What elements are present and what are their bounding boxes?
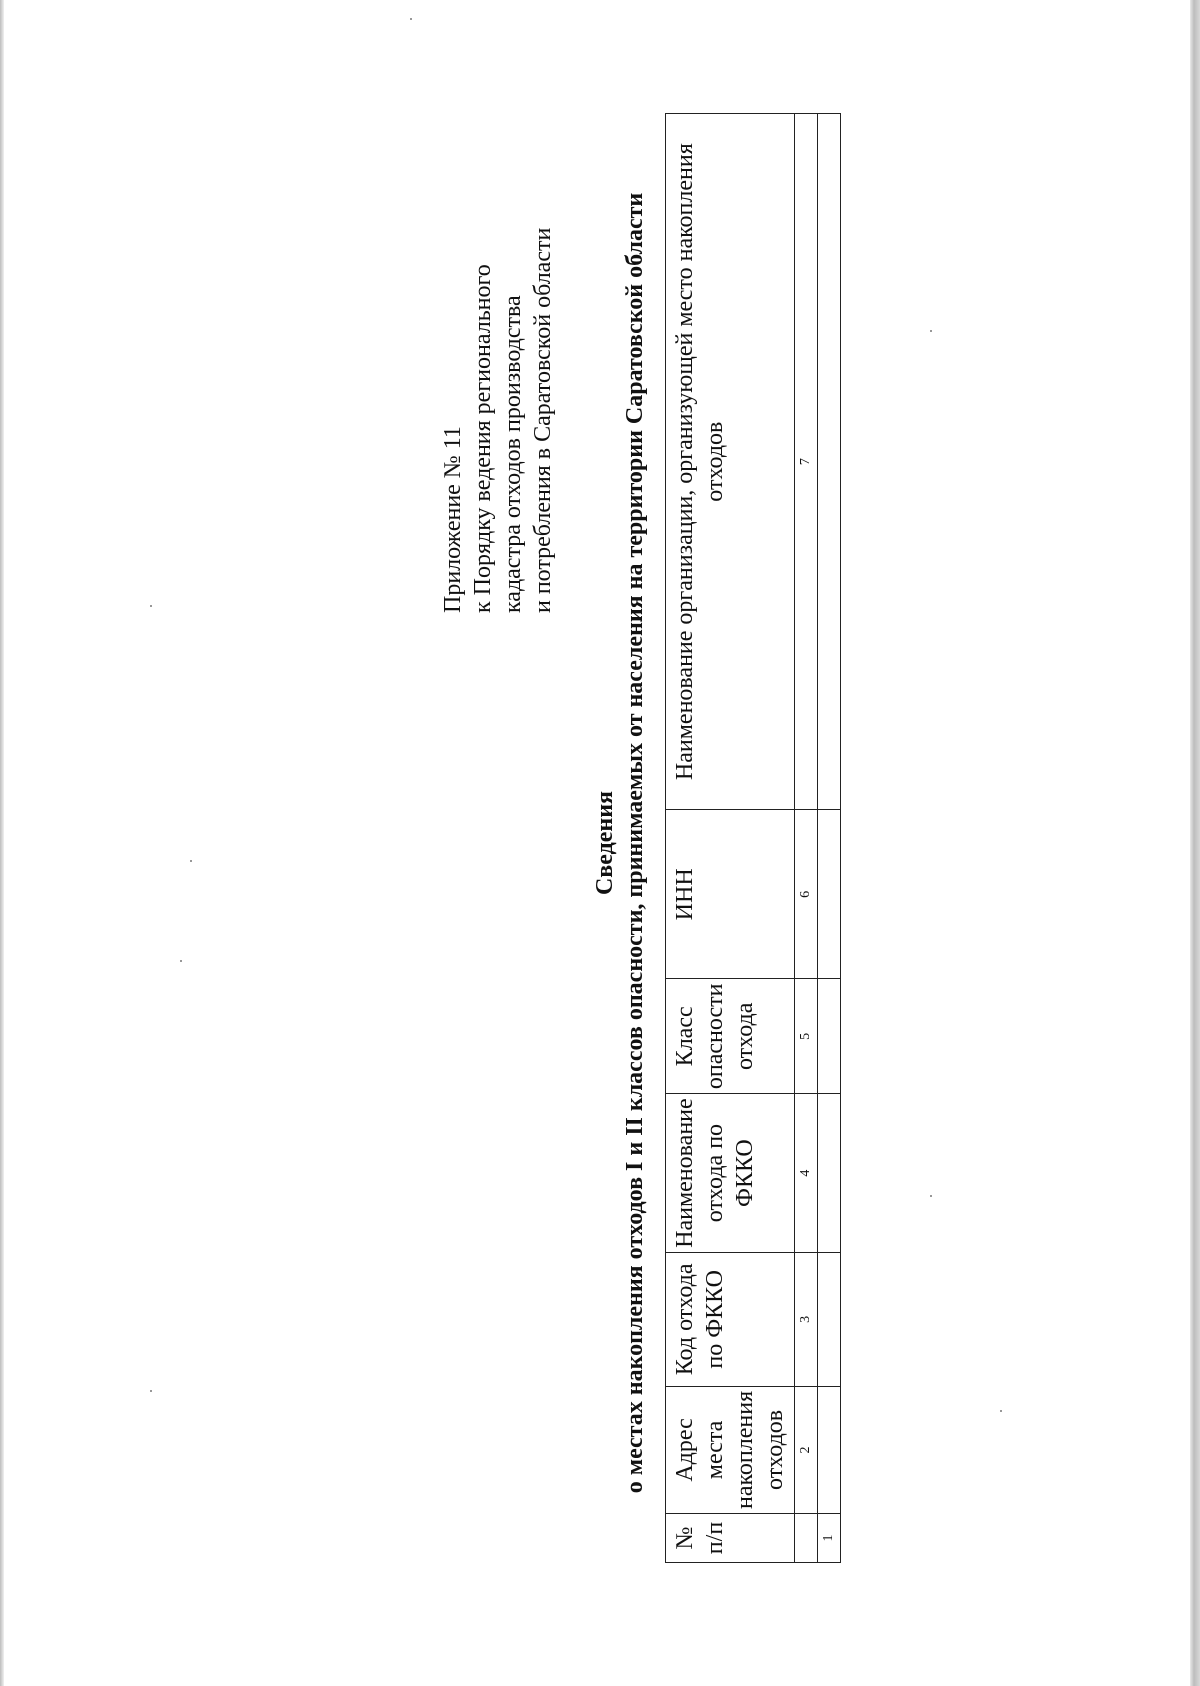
scan-edge-left	[0, 0, 4, 1686]
table-cell	[818, 979, 841, 1094]
table-cell	[818, 810, 841, 979]
column-number-cell	[795, 1514, 818, 1563]
column-number-cell: 7	[795, 114, 818, 810]
appendix-line: кадастра отходов производства	[500, 295, 526, 613]
column-number-row	[795, 114, 818, 1563]
column-number-cell: 2	[795, 1386, 818, 1513]
header-cell-waste-code: Код отхода по ФККО	[666, 1252, 795, 1386]
header-cell-address: Адрес места накопления отходов	[666, 1386, 795, 1513]
title-line-1: Сведения	[592, 790, 618, 896]
column-number-cell: 5	[795, 979, 818, 1094]
appendix-line: Приложение № 11	[440, 426, 466, 613]
header-cell-hazard-class: Класс опасности отхода	[666, 979, 795, 1094]
column-number-cell: 3	[795, 1252, 818, 1386]
scan-speck	[930, 1195, 932, 1197]
table-cell	[818, 1252, 841, 1386]
table-cell	[818, 1386, 841, 1513]
scan-speck	[410, 18, 412, 20]
appendix-line: и потребления в Саратовской области	[530, 227, 556, 613]
scan-speck	[180, 960, 182, 962]
scan-speck	[190, 860, 192, 862]
header-cell-waste-name: Наименование отхода по ФККО	[666, 1094, 795, 1253]
scan-speck	[150, 605, 152, 607]
table-header-row	[666, 114, 795, 1563]
table-cell: 1	[818, 1514, 841, 1563]
table-cell	[818, 114, 841, 810]
header-cell-number: № п/п	[666, 1514, 795, 1563]
records-table	[665, 113, 841, 1563]
scan-edge-right	[1190, 0, 1200, 1686]
rotated-landscape-sheet	[340, 63, 900, 1623]
table-row	[818, 114, 841, 1563]
scan-speck	[1000, 1410, 1002, 1412]
header-cell-organization: Наименование организации, организующей место накопления отходов	[666, 114, 795, 810]
appendix-note	[438, 93, 558, 613]
column-number-cell: 6	[795, 810, 818, 979]
document-title	[590, 63, 650, 1623]
scan-speck	[930, 330, 932, 332]
column-number-cell: 4	[795, 1094, 818, 1253]
header-cell-inn: ИНН	[666, 810, 795, 979]
title-line-2: о местах накопления отходов I и II классов опасности, принимаемых от населения на территории Саратовской области	[622, 192, 648, 1494]
scan-speck	[150, 1390, 152, 1392]
appendix-line: к Порядку ведения регионального	[470, 264, 496, 613]
table-cell	[818, 1094, 841, 1253]
